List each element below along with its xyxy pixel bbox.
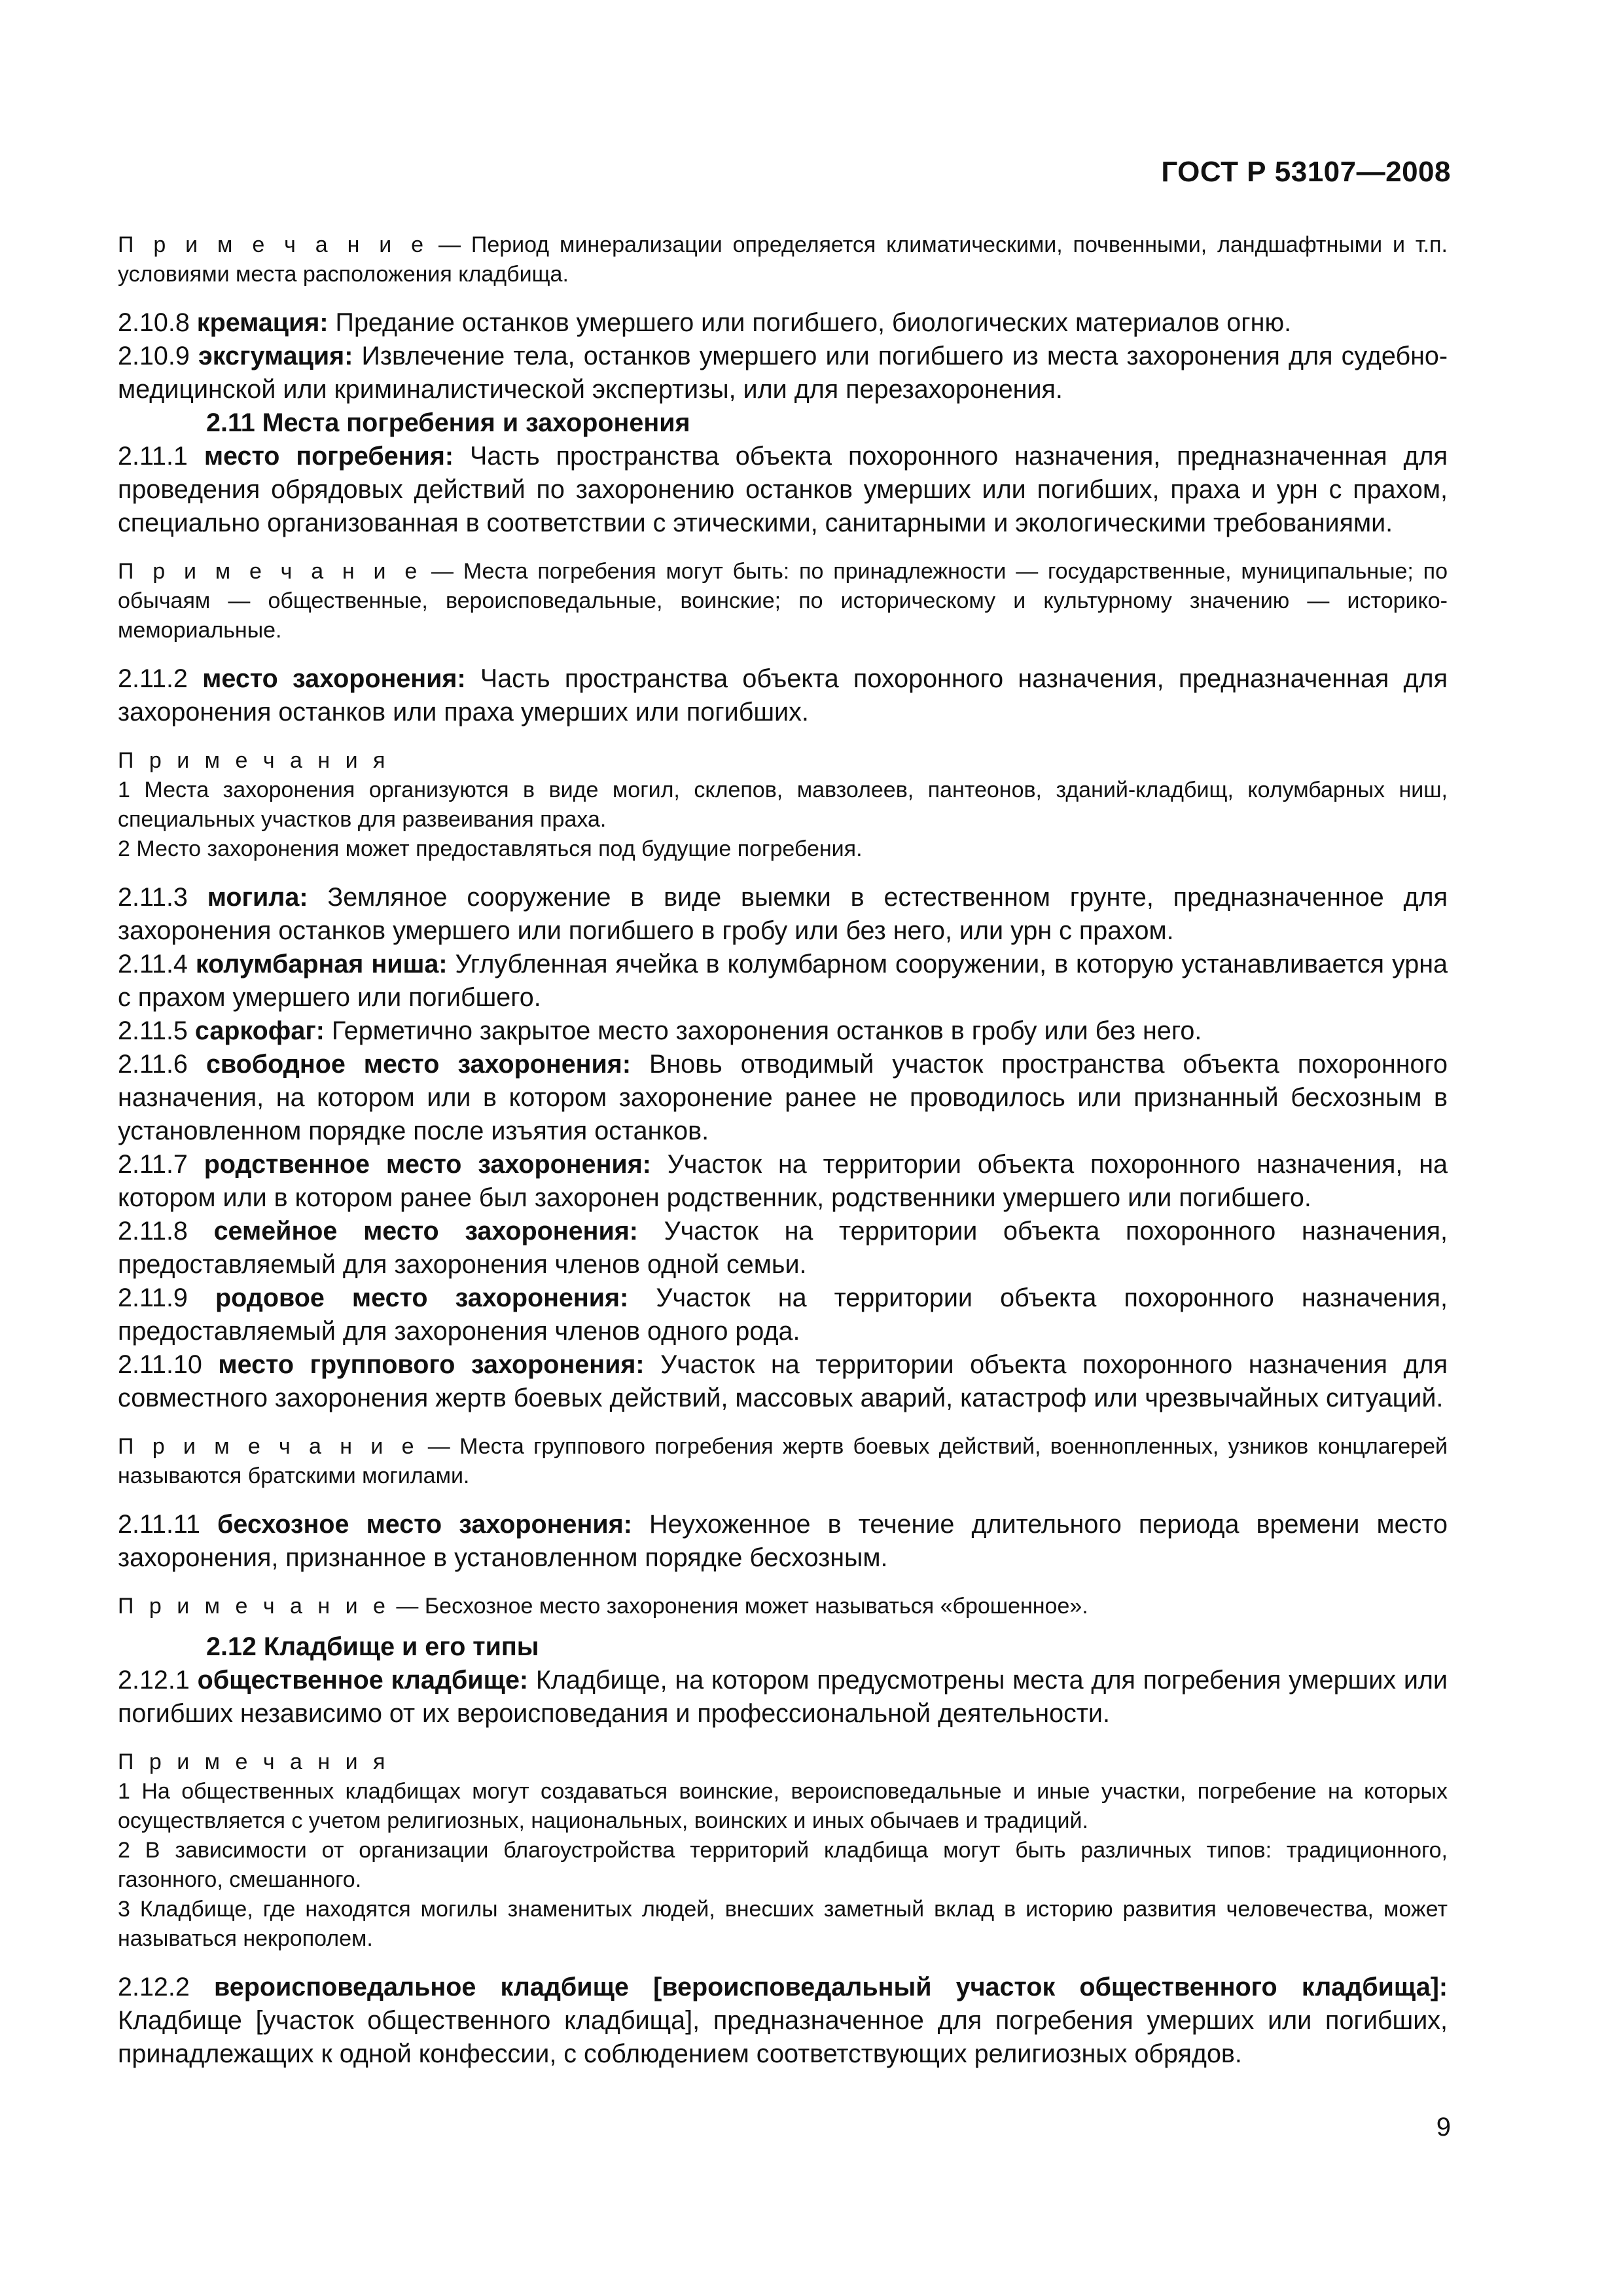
term-number: 2.11.10 <box>118 1350 219 1379</box>
term-number: 2.11.8 <box>118 1217 214 1246</box>
term-2-10-9 <box>118 340 1448 406</box>
term-name: могила: <box>207 883 308 912</box>
note-text: — Места погребения могут быть: по принадлежности — государственные, муниципальные; по обычаям — общественные, вероисповедальные, воинские; по историческому и культурному значению — историко-мемориальные. <box>118 559 1448 643</box>
term-definition: Неухоженное в течение длительного периода времени место захоронения, признанное в установленном порядке бесхозным. <box>118 1510 1448 1572</box>
note-item: 2 В зависимости от организации благоустройства территорий кладбища могут быть различных типов: традиционного, газонного, смешанного. <box>118 1838 1448 1892</box>
term-definition: Вновь отводимый участок пространства объекта похоронного назначения, на котором или в котором захоронение ранее не проводилось или признанный бесхозным в установленном порядке после изъятия останков. <box>118 1050 1448 1145</box>
term-2-10-8 <box>118 306 1448 340</box>
term-definition: Участок на территории объекта похоронного назначения, предоставляемый для захоронения членов одного рода. <box>118 1283 1448 1346</box>
note-item: 2 Место захоронения может предоставляться под будущие погребения. <box>118 836 863 861</box>
term-2-11-1 <box>118 440 1448 540</box>
term-definition: Герметично закрытое место захоронения останков в гробу или без него. <box>324 1016 1202 1045</box>
term-name: место погребения: <box>204 442 454 471</box>
note-2-11-10 <box>118 1432 1448 1491</box>
note-text: — Бесхозное место захоронения может называться «брошенное». <box>389 1594 1088 1619</box>
term-name: свободное место захоронения: <box>205 1050 632 1079</box>
term-name: родовое место захоронения: <box>215 1283 629 1312</box>
notes-title-text: П р и м е ч а н и я <box>118 1749 390 1774</box>
term-number: 2.11.3 <box>118 883 207 912</box>
note-label: П р и м е ч а н и е <box>118 559 422 584</box>
term-definition: Предание останков умершего или погибшего, биологических материалов огню. <box>328 308 1292 337</box>
term-definition: Часть пространства объекта похоронного назначения, предназначенная для проведения обрядовых действий по захоронению останков умерших или погибших, праха и урн с прахом, специально организованная в соответствии с этическими, санитарными и экологическими требованиями. <box>118 442 1448 537</box>
note-2-11-1 <box>118 557 1448 645</box>
note-text: — Места группового погребения жертв боевых действий, военнопленных, узников концлагерей называются братскими могилами. <box>118 1434 1448 1488</box>
note-item: 1 Места захоронения организуются в виде могил, склепов, мавзолеев, пантеонов, зданий-кладбищ, колумбарных ниш, специальных участков для развеивания праха. <box>118 778 1448 832</box>
term-definition: Извлечение тела, останков умершего или погибшего из места захоронения для судебно-медицинской или криминалистической экспертизы, или для перезахоронения. <box>118 342 1448 404</box>
note-mineralization <box>118 230 1448 289</box>
term-number: 2.12.1 <box>118 1666 198 1695</box>
term-2-11-10 <box>118 1348 1448 1415</box>
term-name: колумбарная ниша: <box>195 950 448 978</box>
page-number: 9 <box>1436 2113 1451 2142</box>
section-heading-2-11: 2.11 Места погребения и захоронения <box>206 408 690 437</box>
term-name: место захоронения: <box>202 664 466 693</box>
term-name: саркофаг: <box>194 1016 325 1045</box>
term-definition: Участок на территории объекта похоронного назначения, предоставляемый для захоронения членов одной семьи. <box>118 1217 1448 1279</box>
term-name: вероисповедальное кладбище [вероисповедальный участок общественного кладбища]: <box>214 1973 1448 2001</box>
term-name: кремация: <box>196 308 329 337</box>
term-2-11-9 <box>118 1282 1448 1348</box>
term-name: эксгумация: <box>198 342 353 370</box>
notes-title <box>118 1748 1448 1777</box>
term-name: родственное место захоронения: <box>204 1150 651 1179</box>
term-definition: Часть пространства объекта похоронного назначения, предназначенная для захоронения останков или праха умерших или погибших. <box>118 664 1448 726</box>
term-number: 2.10.8 <box>118 308 197 337</box>
document-header: ГОСТ Р 53107—2008 <box>1161 156 1451 188</box>
section-heading-2-12: 2.12 Кладбище и его типы <box>206 1632 539 1661</box>
note-label: П р и м е ч а н и е <box>118 1434 419 1459</box>
term-2-11-3 <box>118 881 1448 948</box>
term-2-11-7 <box>118 1148 1448 1215</box>
term-number: 2.11.6 <box>118 1050 206 1079</box>
term-number: 2.11.11 <box>118 1510 218 1539</box>
term-2-11-6 <box>118 1048 1448 1148</box>
term-definition: Кладбище [участок общественного кладбища], предназначенное для погребения умерших или погибших, принадлежащих к одной конфессии, с соблюдением соответствующих религиозных обрядов. <box>118 2006 1448 2068</box>
term-definition: Кладбище, на котором предусмотрены места для погребения умерших или погибших независимо от их вероисповедания и профессиональной деятельности. <box>118 1666 1448 1728</box>
notes-title-text: П р и м е ч а н и я <box>118 748 390 773</box>
term-number: 2.11.4 <box>118 950 196 978</box>
term-definition: Углубленная ячейка в колумбарном сооружении, в которую устанавливается урна с прахом умершего или погибшего. <box>118 950 1448 1012</box>
term-name: семейное место захоронения: <box>213 1217 638 1246</box>
note-item: 1 На общественных кладбищах могут создаваться воинские, вероисповедальные и иные участки, погребение на которых осуществляется с учетом религиозных, национальных, воинских и иных обычаев и традиций. <box>118 1779 1448 1833</box>
term-number: 2.10.9 <box>118 342 198 370</box>
note-text: — Период минерализации определяется климатическими, почвенными, ландшафтными и т.п. условиями места расположения кладбища. <box>118 232 1448 287</box>
term-2-11-2 <box>118 662 1448 729</box>
term-number: 2.11.9 <box>118 1283 216 1312</box>
note-2-11-11 <box>118 1592 1448 1621</box>
term-2-11-5 <box>118 1014 1448 1048</box>
term-2-12-1 <box>118 1664 1448 1731</box>
term-name: общественное кладбище: <box>197 1666 529 1695</box>
notes-title <box>118 746 1448 776</box>
note-item: 3 Кладбище, где находятся могилы знаменитых людей, внесших заметный вклад в историю развития человечества, может называться некрополем. <box>118 1897 1448 1951</box>
term-2-11-4 <box>118 948 1448 1014</box>
term-number: 2.11.1 <box>118 442 204 471</box>
term-2-11-8 <box>118 1215 1448 1282</box>
term-number: 2.11.7 <box>118 1150 204 1179</box>
term-name: место группового захоронения: <box>218 1350 645 1379</box>
note-label: П р и м е ч а н и е <box>118 232 429 257</box>
term-definition: Земляное сооружение в виде выемки в естественном грунте, предназначенное для захоронения останков умершего или погибшего в гробу или без него, или урн с прахом. <box>118 883 1448 945</box>
note-label: П р и м е ч а н и е <box>118 1594 390 1619</box>
term-number: 2.12.2 <box>118 1973 215 2001</box>
term-2-12-2 <box>118 1971 1448 2071</box>
term-number: 2.11.2 <box>118 664 203 693</box>
term-definition: Участок на территории объекта похоронного назначения, на котором или в котором ранее был захоронен родственник, родственники умершего или погибшего. <box>118 1150 1448 1212</box>
term-2-11-11 <box>118 1508 1448 1575</box>
term-number: 2.11.5 <box>118 1016 195 1045</box>
term-definition: Участок на территории объекта похоронного назначения для совместного захоронения жертв боевых действий, массовых аварий, катастроф или чрезвычайных ситуаций. <box>118 1350 1448 1412</box>
term-name: бесхозное место захоронения: <box>217 1510 632 1539</box>
page-content <box>118 230 1448 2071</box>
